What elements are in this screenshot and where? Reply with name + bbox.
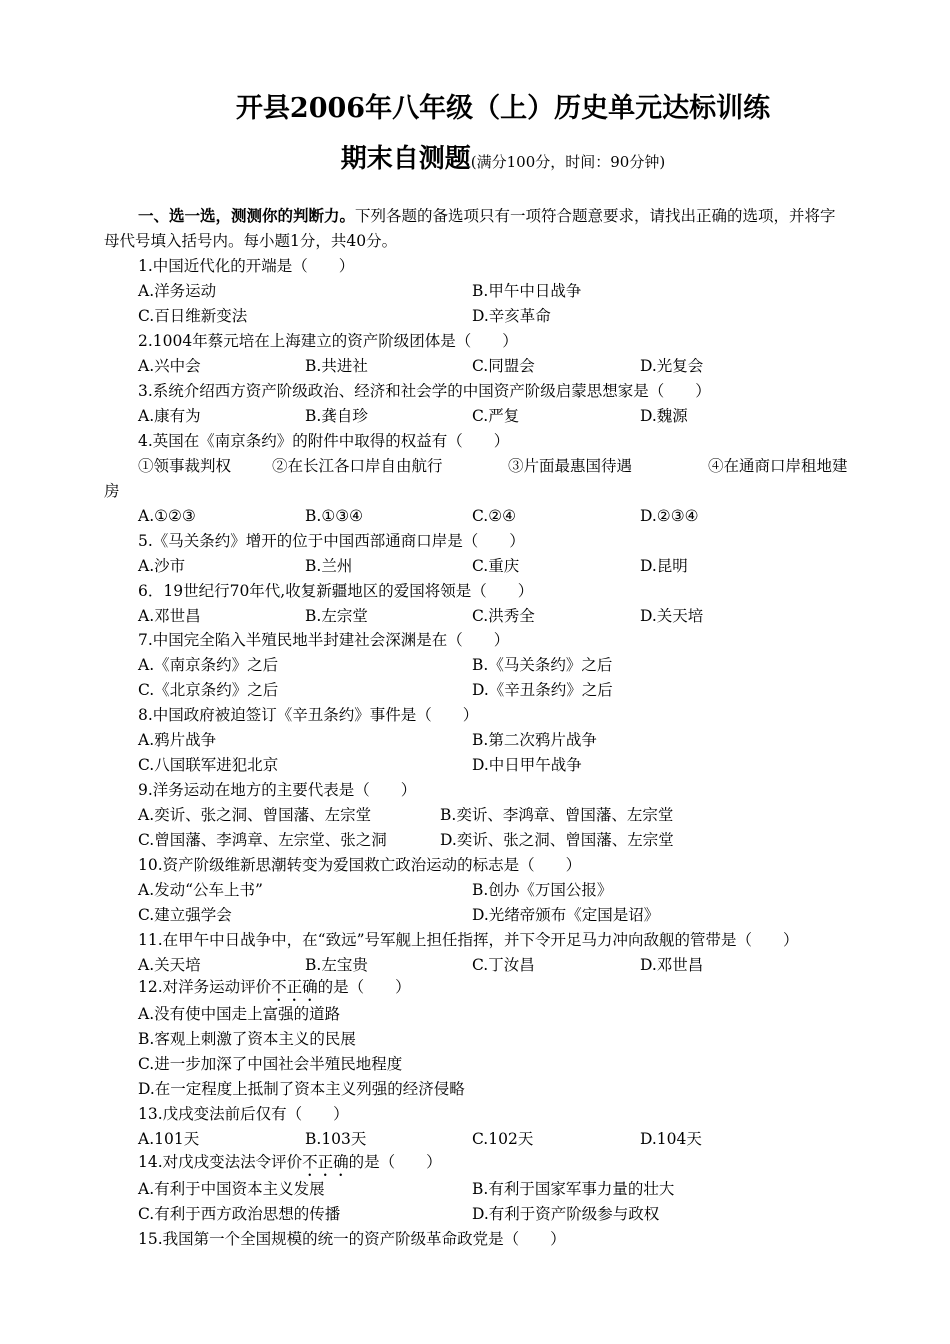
q6-option-a: A.邓世昌 (138, 607, 201, 625)
q6-stem: 6．19世纪行70年代,收复新疆地区的爱国将领是（ ） (138, 582, 534, 600)
q5-option-d: D.昆明 (640, 557, 688, 575)
q11-stem: 11.在甲午中日战争中，在“致远”号军舰上担任指挥，并下令开足马力冲向敌舰的管带是（ ） (138, 931, 799, 949)
q1-option-b: B.甲午中日战争 (472, 282, 582, 300)
q12-stem-post: 的是（ ） (317, 978, 411, 996)
q3-option-c: C.严复 (472, 407, 520, 425)
q12-option-c: C.进一步加深了中国社会半殖民地程度 (138, 1055, 403, 1073)
q10-stem: 10.资产阶级维新思潮转变为爱国救亡政治运动的标志是（ ） (138, 856, 582, 874)
q4-option-a: A.①②③ (138, 507, 196, 525)
q7-stem: 7.中国完全陷入半殖民地半封建社会深渊是在（ ） (138, 631, 510, 649)
q6-option-c: C.洪秀全 (472, 607, 535, 625)
q8-option-a: A.鸦片战争 (138, 731, 217, 749)
q14-stem-emphasis: 不正确 (302, 1153, 349, 1171)
q6-option-b: B.左宗堂 (305, 607, 368, 625)
q12-stem-emphasis: 不正确 (271, 978, 318, 996)
q8-option-b: B.第二次鸦片战争 (472, 731, 597, 749)
exam-title: 开县2006年八年级（上）历史单元达标训练 (235, 93, 771, 124)
q14-stem-pre: 14.对戊戌变法法令评价 (138, 1153, 303, 1171)
q13-option-a: A.101天 (138, 1130, 200, 1148)
q4-item-4-wrap: 房 (104, 482, 120, 500)
q10-option-d: D.光绪帝颁布《定国是诏》 (472, 906, 660, 924)
section1-instruction-b: 母代号填入括号内。每小题1分，共40分。 (104, 232, 398, 250)
q1-option-c: C.百日维新变法 (138, 307, 248, 325)
q1-stem: 1.中国近代化的开端是（ ） (138, 257, 355, 275)
q10-option-c: C.建立强学会 (138, 906, 232, 924)
q9-option-a: A.奕䜣、张之洞、曾国藩、左宗堂 (138, 806, 372, 824)
q4-item-3: ③片面最惠国待遇 (508, 457, 633, 475)
q14-option-d: D.有利于资产阶级参与政权 (472, 1205, 660, 1223)
q5-option-b: B.兰州 (305, 557, 353, 575)
q11-option-b: B.左宝贵 (305, 956, 368, 974)
q13-option-b: B.103天 (305, 1130, 367, 1148)
q2-option-a: A.兴中会 (138, 357, 201, 375)
q4-option-c: C.②④ (472, 507, 517, 525)
q3-option-b: B.龚自珍 (305, 407, 368, 425)
q4-stem: 4.英国在《南京条约》的附件中取得的权益有（ ） (138, 432, 510, 450)
q10-option-b: B.创办《万国公报》 (472, 881, 613, 899)
section1-instruction-a: 下列各题的备选项只有一项符合题意要求，请找出正确的选项，并将字 (355, 207, 836, 225)
q6-option-d: D.关天培 (640, 607, 704, 625)
q3-option-d: D.魏源 (640, 407, 688, 425)
q1-option-a: A.洋务运动 (138, 282, 217, 300)
q3-stem: 3.系统介绍西方资产阶级政治、经济和社会学的中国资产阶级启蒙思想家是（ ） (138, 382, 711, 400)
q8-stem: 8.中国政府被迫签订《辛丑条约》事件是（ ） (138, 706, 479, 724)
section1-instruction (138, 206, 836, 226)
q11-option-a: A.关天培 (138, 956, 201, 974)
q8-option-c: C.八国联军进犯北京 (138, 756, 279, 774)
q13-option-d: D.104天 (640, 1130, 702, 1148)
q4-item-1: ①领事裁判权 (138, 457, 232, 475)
q12-option-a: A.没有使中国走上富强的道路 (138, 1005, 341, 1023)
q14-option-a: A.有利于中国资本主义发展 (138, 1180, 325, 1198)
section1-heading: 一、选一选，测测你的判断力。 (138, 206, 356, 225)
q12-stem (138, 977, 411, 1005)
exam-subtitle (0, 138, 950, 175)
q12-option-b: B.客观上刺激了资本主义的民展 (138, 1030, 356, 1048)
q4-item-4: ④在通商口岸租地建 (708, 457, 848, 475)
q14-stem-post: 的是（ ） (348, 1153, 442, 1171)
q7-option-a: A.《南京条约》之后 (138, 656, 279, 674)
q7-option-d: D.《辛丑条约》之后 (472, 681, 613, 699)
q7-option-b: B.《马关条约》之后 (472, 656, 613, 674)
q13-option-c: C.102天 (472, 1130, 534, 1148)
q11-option-d: D.邓世昌 (640, 956, 704, 974)
q14-option-c: C.有利于西方政治思想的传播 (138, 1205, 341, 1223)
q12-stem-pre: 12.对洋务运动评价 (138, 978, 272, 996)
q5-option-c: C.重庆 (472, 557, 520, 575)
q14-stem (138, 1152, 442, 1180)
q9-stem: 9.洋务运动在地方的主要代表是（ ） (138, 781, 417, 799)
subtitle-note: (满分100分，时间：90分钟) (470, 153, 666, 171)
q2-stem: 2.1004年蔡元培在上海建立的资产阶级团体是（ ） (138, 332, 518, 350)
q8-option-d: D.中日甲午战争 (472, 756, 582, 774)
q7-option-c: C.《北京条约》之后 (138, 681, 279, 699)
q5-stem: 5.《马关条约》增开的位于中国西部通商口岸是（ ） (138, 532, 525, 550)
q4-option-b: B.①③④ (305, 507, 364, 525)
q12-option-d: D.在一定程度上抵制了资本主义列强的经济侵略 (138, 1080, 465, 1098)
q9-option-d: D.奕䜣、张之洞、曾国藩、左宗堂 (440, 831, 674, 849)
q14-option-b: B.有利于国家军事力量的壮大 (472, 1180, 675, 1198)
q15-stem: 15.我国第一个全国规模的统一的资产阶级革命政党是（ ） (138, 1230, 566, 1248)
q1-option-d: D.辛亥革命 (472, 307, 551, 325)
q13-stem: 13.戊戌变法前后仅有（ ） (138, 1105, 349, 1123)
q10-option-a: A.发动“公车上书” (138, 881, 263, 899)
q2-option-b: B.共进社 (305, 357, 368, 375)
subtitle-text: 期末自测题 (340, 144, 471, 174)
q3-option-a: A.康有为 (138, 407, 201, 425)
q5-option-a: A.沙市 (138, 557, 186, 575)
q9-option-c: C.曾国藩、李鸿章、左宗堂、张之洞 (138, 831, 387, 849)
q2-option-c: C.同盟会 (472, 357, 535, 375)
q4-option-d: D.②③④ (640, 507, 699, 525)
q11-option-c: C.丁汝昌 (472, 956, 535, 974)
q9-option-b: B.奕䜣、李鸿章、曾国藩、左宗堂 (440, 806, 674, 824)
q4-item-2: ②在长江各口岸自由航行 (272, 457, 443, 475)
q2-option-d: D.光复会 (640, 357, 704, 375)
